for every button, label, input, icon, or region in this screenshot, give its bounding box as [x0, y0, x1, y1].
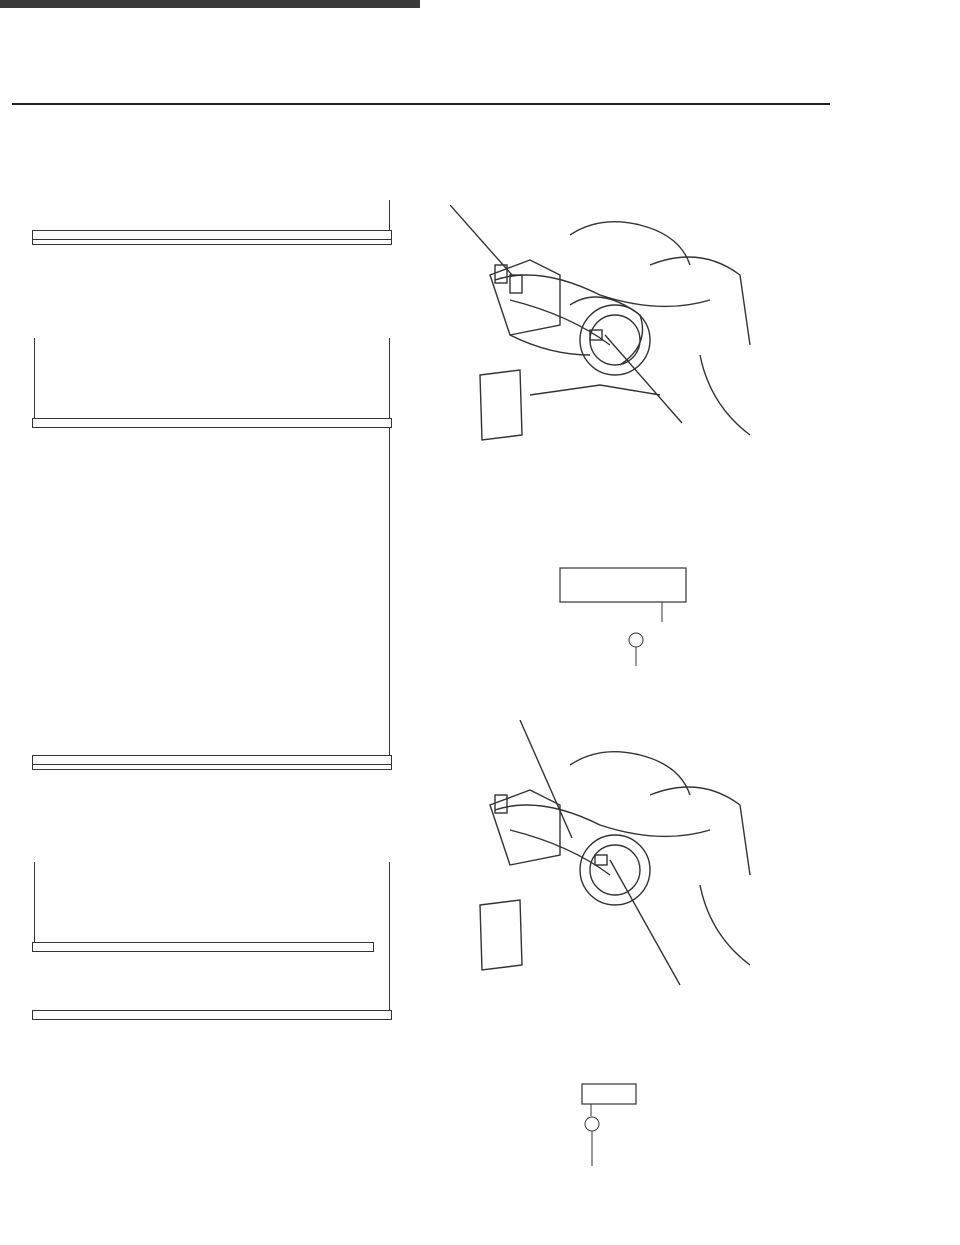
- check-question: [33, 239, 391, 244]
- result-box-main-harness: [32, 942, 374, 952]
- flow-line-top: [389, 200, 390, 230]
- result-box-srs-harness: [32, 1010, 392, 1020]
- flow-line-yes2: [34, 862, 35, 942]
- check-question: [33, 764, 391, 769]
- connector-3p: [576, 1076, 656, 1116]
- dashboard-illustration-1: [450, 205, 760, 455]
- check-box-main-harness: [32, 230, 392, 245]
- result-text: [33, 1011, 391, 1019]
- check-box-srs-harness: [32, 755, 392, 770]
- title-rule: [12, 103, 830, 105]
- probe-icon: [624, 628, 648, 668]
- flow-line-yes-branch: [389, 455, 390, 755]
- result-text: [33, 943, 373, 951]
- top-bar: [0, 0, 420, 8]
- connector-16p: [558, 560, 738, 640]
- dashboard-illustration-2: [450, 720, 760, 1000]
- result-box-dashboard: [32, 418, 392, 428]
- flow-line-yes1: [34, 338, 35, 418]
- flow-line-no2: [389, 862, 390, 1010]
- probe-icon: [580, 1112, 604, 1168]
- result-text: [33, 419, 391, 427]
